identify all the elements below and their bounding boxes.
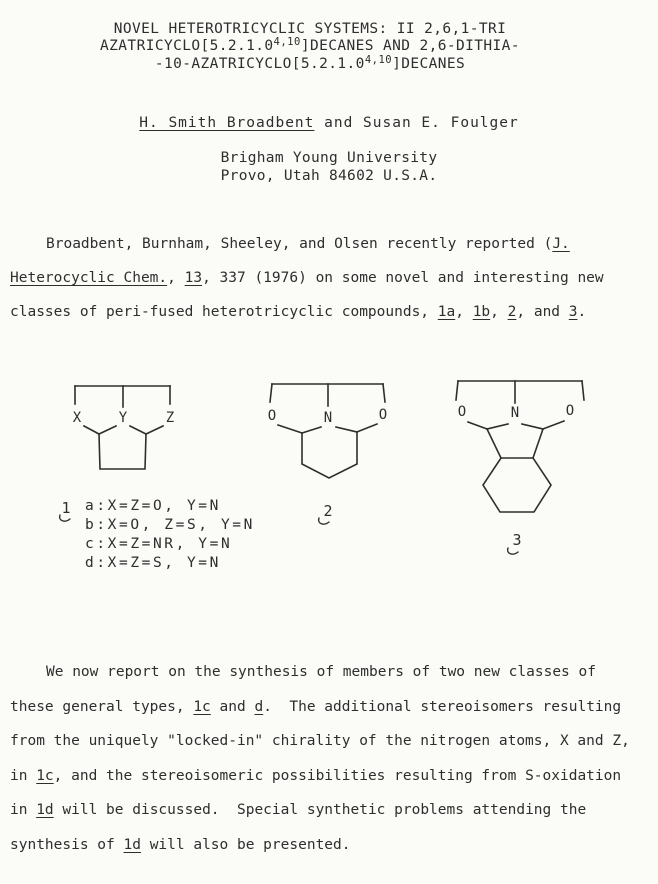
compound-ref: 1c [193, 698, 211, 715]
compound-ref: 3 [568, 304, 578, 320]
body-text: and [210, 698, 255, 715]
bond [456, 381, 458, 400]
body-text: will be discussed. Special synthetic problems attending the [53, 802, 587, 818]
figure-3-number: 3 [512, 531, 522, 549]
title-text: -10-AZATRICYCLO[5.2.1.0 [154, 56, 365, 72]
paragraph-line [10, 793, 658, 828]
paragraph-line [10, 759, 658, 794]
compound-ref: 1c [36, 767, 54, 784]
cyclohexane-ring [483, 458, 551, 512]
bond [336, 427, 357, 432]
paragraph-line [10, 655, 658, 690]
compound-ref: 1d [123, 836, 141, 853]
atom-label-y: Y [118, 410, 128, 426]
variant-a: a:X=Z=O, Y=N [85, 498, 221, 514]
compound-ref: 2 [507, 304, 517, 320]
affiliation-block [0, 150, 658, 185]
body-text: synthesis of [10, 836, 124, 853]
bond [582, 381, 584, 400]
body-text: classes of peri-fused heterotricyclic compounds, [10, 304, 438, 320]
paragraph-line [10, 690, 658, 725]
volume-number: 13 [184, 270, 203, 286]
journal-ref: Heterocyclic Chem. [10, 270, 168, 286]
abstract-paragraph [10, 655, 658, 862]
bond [533, 429, 543, 458]
compound-ref: d [254, 698, 264, 715]
title-line-3 [0, 56, 620, 74]
structure-2-drawing [250, 368, 400, 528]
bond [302, 427, 321, 433]
body-text: will also be presented. [140, 836, 351, 853]
author-connector: and [314, 115, 364, 131]
bond [522, 424, 543, 429]
paragraph-line [10, 828, 658, 863]
body-text: , and the stereoisomeric possibilities resulting from S-oxidation [53, 767, 622, 784]
title-text: ]DECANES AND 2,6-DITHIA- [300, 38, 520, 54]
figure-2-number: 2 [323, 502, 333, 520]
atom-label-o: O [267, 408, 277, 424]
bond [278, 425, 302, 433]
body-text: , and [516, 304, 569, 320]
figure-1-number: 1 [61, 499, 71, 517]
bottom-ring [302, 432, 357, 478]
affiliation-institution: Brigham Young University [220, 150, 438, 166]
bottom-ring [99, 434, 146, 469]
bond [487, 424, 508, 429]
author-name-secondary: Susan E. Foulger [363, 115, 519, 131]
atom-label-o: O [457, 404, 467, 420]
bond [383, 384, 385, 402]
intro-paragraph [10, 227, 658, 329]
journal-ref: J. [552, 236, 570, 252]
author-name-primary: H. Smith Broadbent [139, 115, 315, 131]
paragraph-line [10, 295, 658, 329]
variant-c: c:X=Z=NR, Y=N [85, 536, 233, 552]
bond [357, 424, 377, 432]
title-line-1 [0, 21, 620, 38]
locant-superscript: 4,10 [273, 36, 301, 48]
affiliation-address: Provo, Utah 84602 U.S.A. [220, 167, 438, 184]
compound-ref: 1d [36, 802, 54, 818]
body-text: , [455, 304, 473, 320]
bond [270, 384, 272, 402]
body-text: in [10, 767, 37, 784]
body-text: in [10, 802, 37, 818]
body-text: , 337 (1976) on some novel and interesting new [202, 270, 604, 286]
locant-superscript: 4,10 [364, 54, 393, 66]
bond [130, 426, 146, 434]
body-text: . The additional stereoisomers resulting [263, 698, 622, 715]
bond [543, 421, 564, 429]
body-text: Broadbent, Burnham, Sheeley, and Olsen recently reported ( [46, 236, 553, 252]
paragraph-line [10, 227, 658, 261]
structure-3-drawing [440, 368, 595, 568]
body-text: these general types, [10, 698, 194, 715]
title-line-2 [0, 38, 620, 56]
atom-label-n: N [323, 410, 333, 426]
bond [468, 422, 487, 429]
compound-variant-list [85, 497, 255, 573]
paragraph-line [10, 261, 658, 295]
atom-label-o: O [378, 407, 388, 423]
variant-b: b:X=O, Z=S, Y=N [85, 517, 255, 533]
title-text: ]DECANES [392, 56, 466, 72]
author-line [0, 115, 658, 131]
body-text: . [577, 304, 587, 320]
atom-label-z: Z [165, 410, 175, 426]
paragraph-line [10, 724, 658, 759]
bond [487, 429, 501, 458]
title-text: AZATRICYCLO[5.2.1.0 [100, 38, 274, 54]
atom-label-o: O [565, 403, 575, 419]
body-text: , [167, 270, 185, 286]
body-text: from the uniquely "locked-in" chirality of the nitrogen atoms, X and Z, [10, 733, 630, 749]
bond [84, 426, 99, 434]
atom-label-x: X [72, 410, 82, 426]
body-text: We now report on the synthesis of members of two new classes of [46, 664, 596, 680]
compound-ref: 1a [437, 304, 456, 320]
atom-label-n: N [510, 405, 520, 421]
title-text: NOVEL HETEROTRICYCLIC SYSTEMS: II 2,6,1-TRI [113, 21, 507, 37]
bond [146, 426, 163, 434]
paper-title [0, 21, 620, 74]
variant-d: d:X=Z=S, Y=N [85, 555, 221, 571]
bond [99, 426, 116, 434]
compound-ref: 1b [472, 304, 491, 320]
body-text: , [490, 304, 508, 320]
